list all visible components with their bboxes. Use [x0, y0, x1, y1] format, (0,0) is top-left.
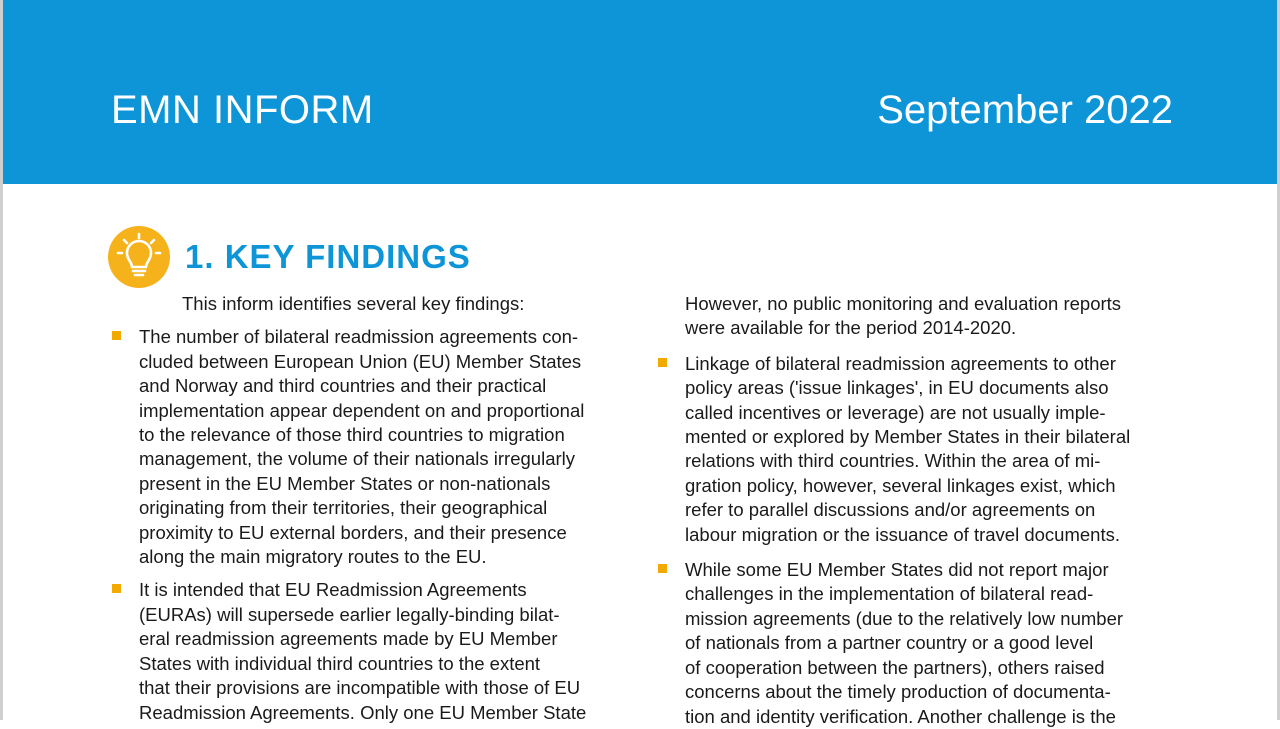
- publication-date: September 2022: [877, 88, 1173, 132]
- text-line: challenges in the implementation of bilateral read-: [685, 583, 1094, 605]
- text-line: States with individual third countries to the extent: [139, 652, 541, 674]
- publication-title: EMN INFORM: [111, 88, 374, 132]
- text-line: originating from their territories, their geographical: [139, 497, 548, 519]
- intro-text: This inform identifies several key findings:: [182, 293, 525, 314]
- left-column: [108, 292, 636, 725]
- bullet-square-icon: [112, 584, 121, 593]
- bullet-square-icon: [658, 358, 667, 367]
- text-line: The number of bilateral readmission agreements con-: [139, 326, 579, 348]
- right-column: [654, 292, 1182, 729]
- text-line: mented or explored by Member States in their bilateral: [685, 426, 1131, 448]
- finding-bullet-1: [108, 325, 636, 569]
- text-line: were available for the period 2014-2020.: [685, 317, 1017, 339]
- text-line: Readmission Agreements. Only one EU Member State: [139, 701, 587, 723]
- text-line: that their provisions are incompatible with those of EU: [139, 677, 581, 699]
- text-line: policy areas ('issue linkages', in EU documents also: [685, 377, 1109, 399]
- bullet-square-icon: [112, 331, 121, 340]
- text-line: labour migration or the issuance of travel documents.: [685, 523, 1120, 545]
- text-line: refer to parallel discussions and/or agreements on: [685, 499, 1096, 521]
- text-line: While some EU Member States did not report major: [685, 559, 1109, 581]
- bullet-square-icon: [658, 564, 667, 573]
- text-line: management, the volume of their nationals irregularly: [139, 448, 576, 470]
- text-line: (EURAs) will supersede earlier legally-binding bilat-: [139, 603, 560, 625]
- finding-bullet-4: [654, 558, 1182, 729]
- text-line: relations with third countries. Within the area of mi-: [685, 450, 1101, 472]
- text-line: tion and identity verification. Another challenge is the: [685, 705, 1116, 727]
- finding-bullet-2: [108, 578, 636, 724]
- header-banner: [3, 0, 1277, 184]
- text-line: gration policy, however, several linkages exist, which: [685, 474, 1116, 496]
- text-line: concerns about the timely production of documenta-: [685, 681, 1111, 703]
- text-line: of cooperation between the partners), others raised: [685, 656, 1105, 678]
- text-line: to the relevance of those third countries to migration: [139, 424, 565, 446]
- finding-bullet-3: [654, 352, 1182, 547]
- text-line: of nationals from a partner country or a good level: [685, 632, 1094, 654]
- section-title: 1. KEY FINDINGS: [185, 238, 471, 275]
- lightbulb-icon: [108, 226, 170, 288]
- continuation-paragraph: [685, 292, 1182, 341]
- text-line: implementation appear dependent on and proportional: [139, 399, 585, 421]
- text-line: and Norway and third countries and their practical: [139, 375, 547, 397]
- text-line: cluded between European Union (EU) Member States: [139, 350, 582, 372]
- text-line: mission agreements (due to the relatively low number: [685, 607, 1124, 629]
- text-line: along the main migratory routes to the EU.: [139, 546, 487, 568]
- text-line: Linkage of bilateral readmission agreements to other: [685, 352, 1116, 374]
- text-line: called incentives or leverage) are not usually imple-: [685, 401, 1106, 423]
- text-line: proximity to EU external borders, and their presence: [139, 521, 567, 543]
- text-line: However, no public monitoring and evaluation reports: [685, 293, 1122, 314]
- text-line: eral readmission agreements made by EU Member: [139, 628, 558, 650]
- text-line: present in the EU Member States or non-nationals: [139, 472, 551, 494]
- text-line: It is intended that EU Readmission Agreements: [139, 579, 527, 601]
